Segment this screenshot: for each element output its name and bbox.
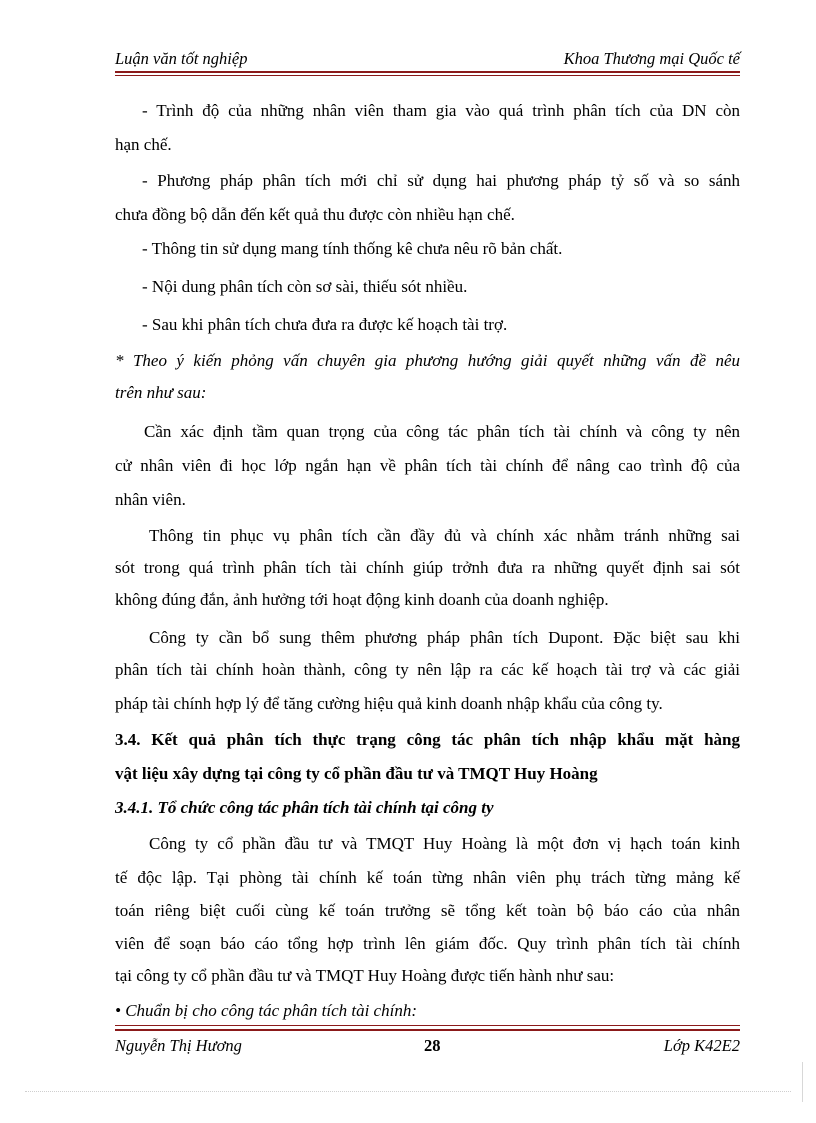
text-line: - Nội dung phân tích còn sơ sài, thiếu sót nhiều. bbox=[142, 277, 468, 296]
text-line: trên như sau: bbox=[115, 383, 207, 402]
text-line: tế độc lập. Tại phòng tài chính kế toán từng nhân viên phụ trách từng mảng kế bbox=[115, 868, 740, 887]
text-line: - Trình độ của những nhân viên tham gia vào quá trình phân tích của DN còn bbox=[142, 101, 740, 120]
text-line: toán riêng biệt cuối cùng kế toán trưởng sẽ tổng kết toàn bộ báo cáo của nhân bbox=[115, 901, 740, 920]
footer-author: Nguyễn Thị Hương bbox=[115, 1036, 242, 1055]
section-heading: 3.4. Kết quả phân tích thực trạng công tác phân tích nhập khẩu mặt hàng bbox=[115, 730, 740, 749]
text-line: chưa đồng bộ dẫn đến kết quả thu được còn nhiều hạn chế. bbox=[115, 205, 515, 224]
footer-class: Lớp K42E2 bbox=[663, 1036, 740, 1055]
text-line: - Sau khi phân tích chưa đưa ra được kế hoạch tài trợ. bbox=[142, 315, 508, 334]
text-line: pháp tài chính hợp lý để tăng cường hiệu quả kinh doanh nhập khẩu của công ty. bbox=[115, 694, 663, 713]
page-number: 28 bbox=[424, 1036, 441, 1055]
text-line: - Phương pháp phân tích mới chỉ sử dụng hai phương pháp tỷ số và so sánh bbox=[142, 171, 740, 190]
footer-rule bbox=[115, 1029, 740, 1031]
footer-rule-thin bbox=[115, 1025, 740, 1026]
page-edge-mark bbox=[802, 1062, 803, 1102]
page-footer bbox=[115, 1034, 740, 1058]
page-header bbox=[115, 47, 740, 71]
header-thesis-label: Luận văn tốt nghiệp bbox=[115, 49, 248, 68]
text-line: Công ty cổ phần đầu tư và TMQT Huy Hoàng là một đơn vị hạch toán kinh bbox=[149, 834, 740, 853]
text-line: sót trong quá trình phân tích tài chính giúp trởnh đưa ra những quyết định sai sót bbox=[115, 558, 740, 577]
section-heading: vật liệu xây dựng tại công ty cổ phần đầu tư và TMQT Huy Hoàng bbox=[115, 764, 598, 783]
bullet-line: • Chuẩn bị cho công tác phân tích tài chính: bbox=[115, 1001, 417, 1020]
text-line: - Thông tin sử dụng mang tính thống kê chưa nêu rõ bản chất. bbox=[142, 239, 563, 258]
page-edge-dotted-line bbox=[25, 1091, 791, 1092]
text-line: Thông tin phục vụ phân tích cần đầy đủ và chính xác nhằm tránh những sai bbox=[149, 526, 740, 545]
text-line: không đúng đắn, ảnh hưởng tới hoạt động kinh doanh của doanh nghiệp. bbox=[115, 590, 609, 609]
text-line: tại công ty cổ phần đầu tư và TMQT Huy Hoàng được tiến hành như sau: bbox=[115, 966, 615, 985]
header-faculty-label: Khoa Thương mại Quốc tế bbox=[563, 49, 740, 68]
text-line: phân tích tài chính hoàn thành, công ty nên lập ra các kế hoạch tài trợ và các giải bbox=[115, 660, 740, 679]
text-line: * Theo ý kiến phỏng vấn chuyên gia phương hướng giải quyết những vấn đề nêu bbox=[115, 351, 740, 370]
header-rule-thin bbox=[115, 75, 740, 76]
text-line: cử nhân viên đi học lớp ngắn hạn về phân tích tài chính để nâng cao trình độ của bbox=[115, 456, 740, 475]
text-line: Công ty cần bổ sung thêm phương pháp phân tích Dupont. Đặc biệt sau khi bbox=[149, 628, 740, 647]
text-line: viên để soạn báo cáo tổng hợp trình lên giám đốc. Quy trình phân tích tài chính bbox=[115, 934, 740, 953]
text-line: Cần xác định tầm quan trọng của công tác phân tích tài chính và công ty nên bbox=[144, 422, 740, 441]
text-line: nhân viên. bbox=[115, 490, 186, 509]
subsection-heading: 3.4.1. Tổ chức công tác phân tích tài chính tại công ty bbox=[115, 798, 494, 817]
header-rule bbox=[115, 71, 740, 73]
text-line: hạn chế. bbox=[115, 135, 172, 154]
